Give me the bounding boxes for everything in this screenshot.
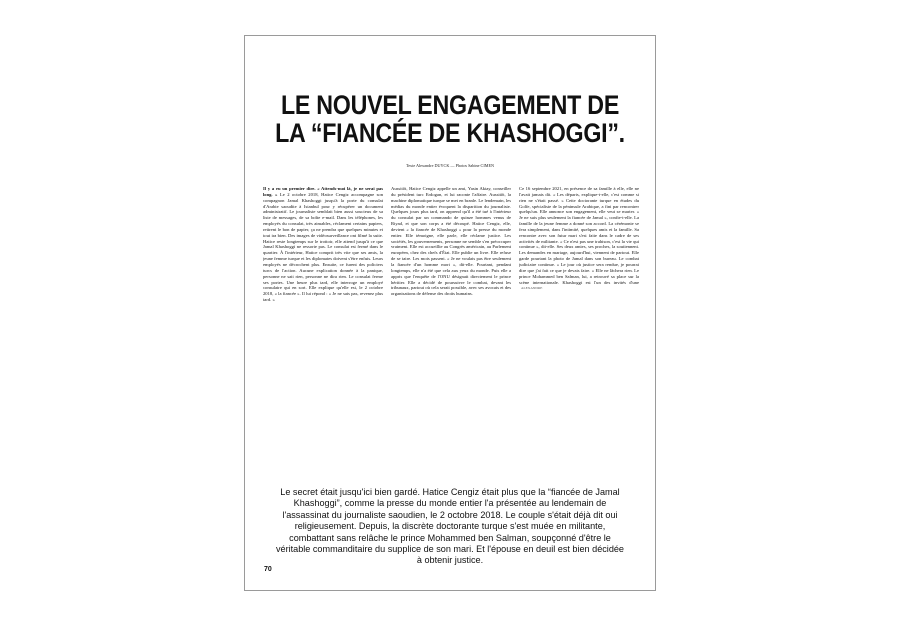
byline: Texte Alexandre DUYCK — Photos Sabine CIMEN [405,163,495,168]
page-number: 70 [264,566,272,573]
magazine-page [244,35,656,591]
column-2-text: Aussitôt, Hatice Cengiz appelle un ami, Yasin Aktay, conseiller du président turc Erdogan, et lui raconte l'affaire. Aussitôt, la machine diplomatique turque se met en branle. Le lendemain, les médias du monde entier évoquent la disparition du journaliste. Quelques jours plus tard, on apprend qu'il a été tué à l'intérieur du consulat par un commando de quinze hommes venus de Riyad, et que son corps a été découpé. Hatice Cengiz, elle, devient « la fiancée de Khashoggi » pour la presse du monde entier. Elle témoigne, elle parle, elle réclame justice. Les sociétés, les gouvernements, personne ne semble s'en préoccuper vraiment. Elle est accueillie au Congrès américain, au Parlement européen, chez des chefs d'État. Elle publie un livre. Elle refuse de se taire. Les mois passent. « Je ne voulais pas être seulement la fiancée d'un homme mort », dit-elle. Pourtant, pendant longtemps, elle n'a été que cela aux yeux du monde. Puis elle a appris que l'enquête de l'ONU désignait directement le prince héritier. Elle a décidé de poursuivre le combat, devant les tribunaux, partout où cela serait possible, avec ses avocats et des organisations de défense des droits humains. [391,186,511,297]
lead-in: Il y a eu un premier dire. « Attends-moi là, je ne serai pas long. » [263,186,383,197]
body-column-2 [391,186,511,497]
column-1-text: Le 2 octobre 2018, Hatice Cengiz accompagne son compagnon Jamal Khashoggi jusqu'à la porte du consulat d'Arabie saoudite à Istanbul pour y récupérer un document administratif. Le journaliste semblait bien aussi soucieux de sa liste de messages, de sa boîte e-mail. Dans les téléphones, les employés du consulat, très aimables, réclament certains papiers, retirent le bon de papier, ça ne prendra que quelques minutes et tout ira bien. Des images de vidéosurveillance ont filmé la suite. Hatice reste longtemps sur le trottoir, elle attend jusqu'à ce que Jamal Khashoggi ne ressorte pas. Le consulat est fermé dans le quartier. À l'intérieur, Hatice comprit très vite que ses amis, la jeune femme turque et les diplomates doivent s'être enfuis. Leurs employés ne décrochent plus. Ensuite, ce furent des policiers turcs de l'action. Aucune explication donnée à la panique, personne ne sait rien, personne ne dira rien. Le consulat ferme ses portes. Une heure plus tard, elle interroge un employé consulaire qui en sort. Elle explique qu'elle est, le 2 octobre 2018, « la fiancée ». Il lui répond : « Je ne sais pas, revenez plus tard. » [263,191,383,303]
body-column-3 [519,186,639,497]
standfirst: Le secret était jusqu'ici bien gardé. Hatice Cengiz était plus que la “fiancée de Jamal Khashoggi”, comme la presse du monde entier l'a présentée au lendemain de l'assassinat du journaliste saoudien, le 2 octobre 2018. Le couple s'était déjà dit oui religieusement. Depuis, la discrète doctorante turque s'est muée en militante, combattant sans relâche le prince Mohammed ben Salman, soupçonné d'être le véritable commanditaire du supplice de son mari. Et l'épouse en deuil est bien décidée à obtenir justice. [275,487,624,566]
column-3-text: Ce 16 septembre 2021, en présence de sa famille à elle, elle ne l'avait jamais dit. « Les départs, explique-t-elle, c'est comme si rien ne s'était passé. » Cette doctorante turque en études du Golfe, spécialiste de la péninsule Arabique, a fini par rencontrer quelqu'un. Elle annonce son engagement, elle veut se marier. « Je ne suis plus seulement la fiancée de Jamal », confie-t-elle. La famille de la jeune femme a donné son accord. La cérémonie se fera simplement, dans l'intimité, quelques amis et la famille. Sa rencontre avec son futur mari s'est faite dans le cadre de ses activités de militante. « Ce n'est pas une trahison, c'est la vie qui continue », dit-elle. Ses deux amies, ses proches, la soutiennent. Les demandes en mariage, aujourd'hui, viennent de partout. Elle garde pourtant la photo de Jamal dans son bureau. Le combat judiciaire continue. « Le jour où justice sera rendue, je pourrai dire que j'ai fait ce que je devais faire. » Elle ne lâchera rien. Le prince Mohammed ben Salman, lui, a retrouvé sa place sur la scène internationale. Khashoggi est l'un des invités d'une [519,186,639,285]
article-headline [274,91,627,147]
headline-line-1: LE NOUVEL ENGAGEMENT DE [280,90,620,120]
body-column-1 [263,186,383,497]
end-mark: ALEXANDRE [521,286,543,291]
headline-line-2: LA “FIANCÉE DE KHASHOGGI”. [275,118,625,148]
article-body [263,186,639,497]
